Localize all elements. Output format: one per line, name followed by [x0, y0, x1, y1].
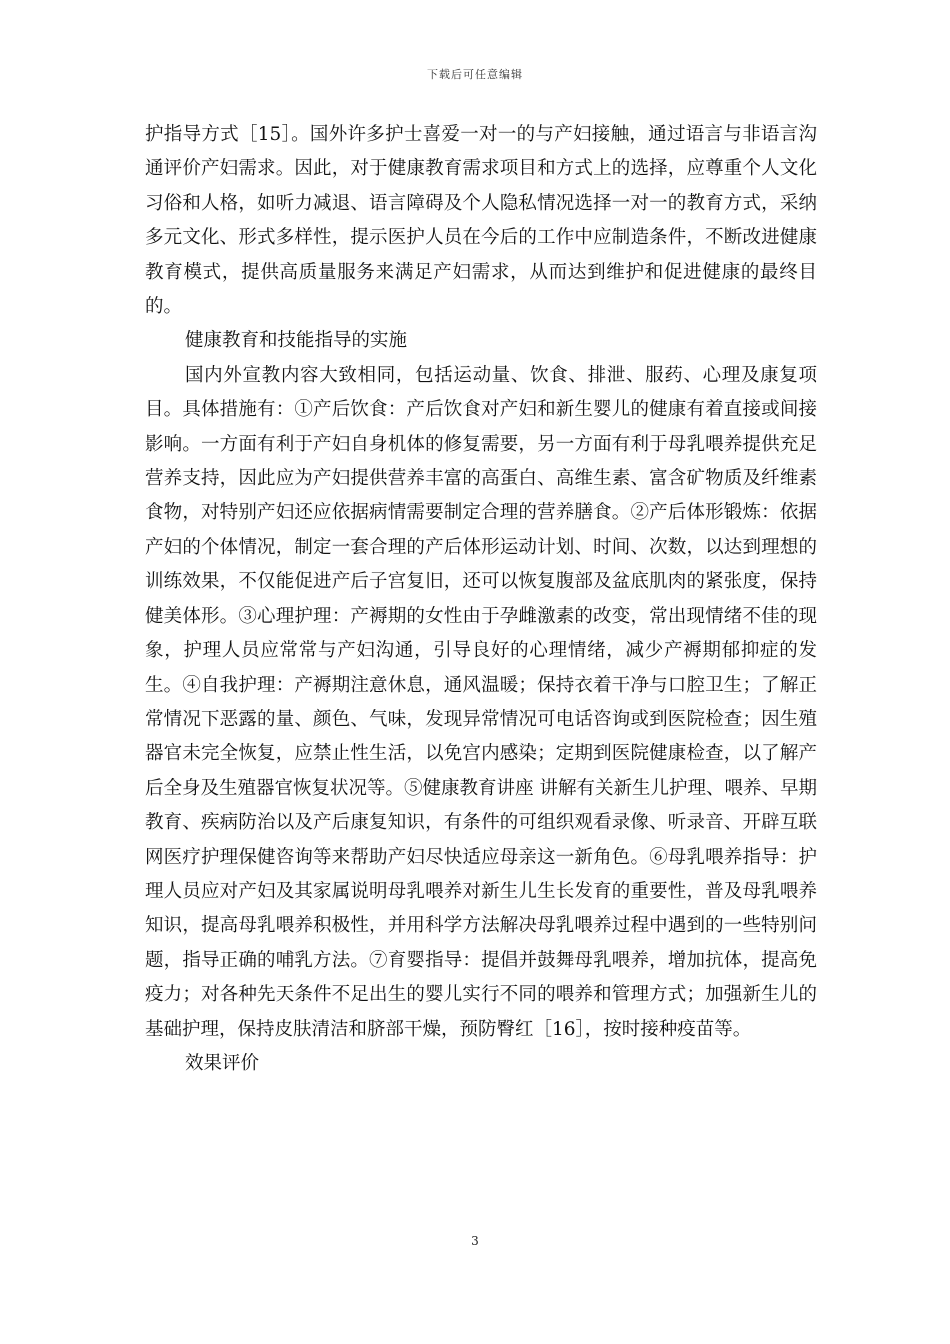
- document-body: [145, 118, 817, 1081]
- paragraph-continuation: 护指导方式［15］。国外许多护士喜爱一对一的与产妇接触，通过语言与非语言沟通评价产妇需求。因此，对于健康教育需求项目和方式上的选择，应尊重个人文化习俗和人格，如听力减退、语言障碍及个人隐私情况选择一对一的教育方式，采纳多元文化、形式多样性，提示医护人员在今后的工作中应制造条件，不断改进健康教育模式，提供高质量服务来满足产妇需求，从而达到维护和促进健康的最终目的。: [145, 124, 817, 318]
- page-number: 3: [471, 1234, 479, 1248]
- section-heading-evaluation: 效果评价: [185, 1052, 260, 1074]
- section-heading-implementation: 健康教育和技能指导的实施: [185, 330, 408, 352]
- paragraph-measures: 国内外宣教内容大致相同，包括运动量、饮食、排泄、服药、心理及康复项目。具体措施有：①产后饮食：产后饮食对产妇和新生婴儿的健康有着直接或间接影响。一方面有利于产妇自身机体的修复需要，另一方面有利于母乳喂养提供充足营养支持，因此应为产妇提供营养丰富的高蛋白、高维生素、富含矿物质及纤维素食物，对特别产妇还应依据病情需要制定合理的营养膳食。②产后体形锻炼：依据产妇的个体情况，制定一套合理的产后体形运动计划、时间、次数，以达到理想的训练效果，不仅能促进产后子宫复旧，还可以恢复腹部及盆底肌肉的紧张度，保持健美体形。③心理护理：产褥期的女性由于孕雌激素的改变，常出现情绪不佳的现象，护理人员应常常与产妇沟通，引导良好的心理情绪，减少产褥期郁抑症的发生。④自我护理：产褥期注意休息，通风温暖；保持衣着干净与口腔卫生；了解正常情况下恶露的量、颜色、气味，发现异常情况可电话咨询或到医院检查；因生殖器官未完全恢复，应禁止性生活，以免宫内感染；定期到医院健康检查，以了解产后全身及生殖器官恢复状况等。⑤健康教育讲座 讲解有关新生儿护理、喂养、早期教育、疾病防治以及产后康复知识，有条件的可组织观看录像、听录音、开辟互联网医疗护理保健咨询等来帮助产妇尽快适应母亲这一新角色。⑥母乳喂养指导：护理人员应对产妇及其家属说明母乳喂养对新生儿生长发育的重要性，普及母乳喂养知识，提高母乳喂养积极性，并用科学方法解决母乳喂养过程中遇到的一些特别问题，指导正确的哺乳方法。⑦育婴指导：提倡并鼓舞母乳喂养，增加抗体，提高免疫力；对各种先天条件不足出生的婴儿实行不同的喂养和管理方式；加强新生儿的基础护理，保持皮肤清洁和脐部干燥，预防臀红［16］，按时接种疫苗等。: [145, 364, 817, 1040]
- page-header: 下载后可任意编辑: [427, 68, 523, 81]
